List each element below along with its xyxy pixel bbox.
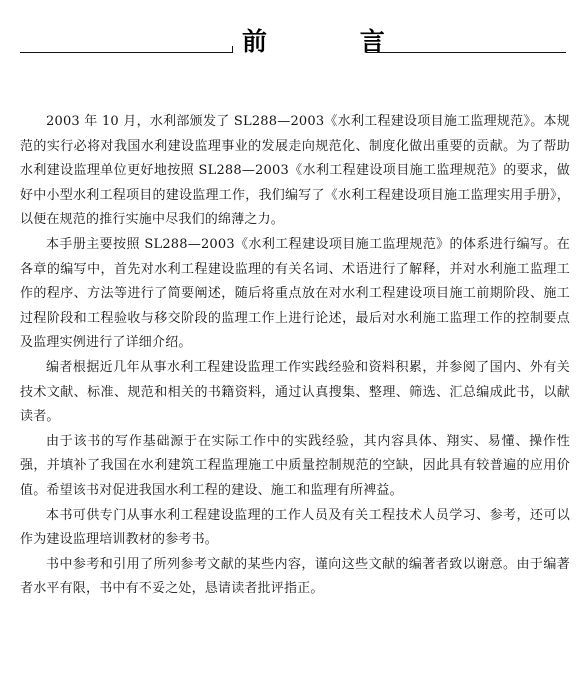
paragraph-5: 本书可供专门从事水利工程建设监理的工作人员及有关工程技术人员学习、参考，还可以作为建设监理培训教材的参考书。 <box>20 507 570 548</box>
paragraph-1: 2003 年 10 月，水利部颁发了 SL288—2003《水利工程建设项目施工监理规范》。本规范的实行必将对我国水利建设监理事业的发展走向规范化、制度化做出重要的贡献。为了帮助水利建设监理单位更好地按照 SL288—2003《水利工程建设项目施工监理规范》的要求，做好中小型水利工程项目的建设监理工作，我们编写了《水利工程建设项目施工监理实用手册》，以便在规范的推行实施中尽我们的绵薄之力。 <box>20 114 570 228</box>
preface-body <box>20 110 570 602</box>
header-rule-right <box>366 52 566 53</box>
page-title: 前 言 <box>242 27 427 56</box>
paragraph-6: 书中参考和引用了所列参考文献的某些内容，谨向这些文献的编著者致以谢意。由于编著者水平有限，书中有不妥之处，恳请读者批评指正。 <box>20 556 570 597</box>
paragraph-2: 本手册主要按照 SL288—2003《水利工程建设项目施工监理规范》的体系进行编写。在各章的编写中，首先对水利工程建设监理的有关名词、术语进行了解释，并对水利施工监理工作的程序、方法等进行了简要阐述，随后将重点放在对水利工程建设项目施工前期阶段、施工过程阶段和工程验收与移交阶段的监理工作上进行论述，最后对水利施工监理工作的控制要点及监理实例进行了详细介绍。 <box>20 236 570 351</box>
header-rule-left-tick <box>232 46 233 53</box>
paragraph-3: 编者根据近几年从事水利工程建设监理工作实践经验和资料积累，并参阅了国内、外有关技术文献、标准、规范和相关的书籍资料，通过认真搜集、整理、筛选、汇总编成此书，以献读者。 <box>20 359 570 425</box>
header-rule-left <box>20 52 233 53</box>
paragraph-4: 由于该书的写作基础源于在实际工作中的实践经验，其内容具体、翔实、易懂、操作性强，并填补了我国在水利建筑工程监理施工中质量控制规范的空缺，因此具有较普遍的应用价值。希望该书对促进我国水利工程的建设、施工和监理有所裨益。 <box>20 433 570 498</box>
page-header <box>20 22 566 62</box>
